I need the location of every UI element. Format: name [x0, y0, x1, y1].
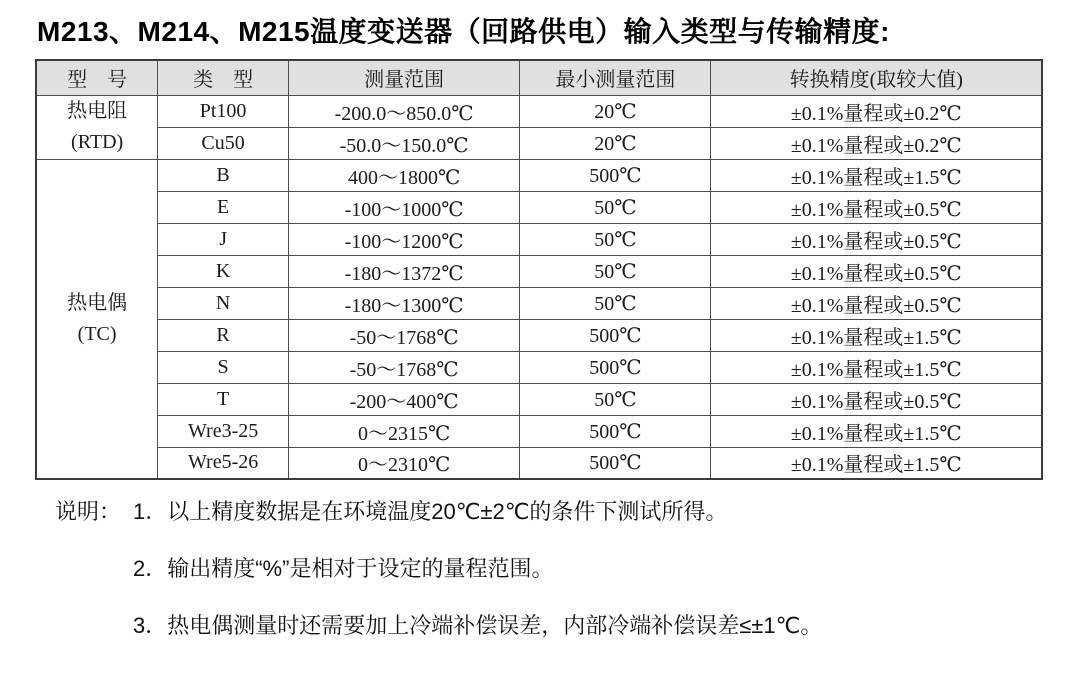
cell-min-range: 500℃ [520, 415, 711, 447]
cell-accuracy: ±0.1%量程或±0.2℃ [711, 95, 1042, 127]
cell-min-range: 50℃ [520, 383, 711, 415]
cell-min-range: 500℃ [520, 159, 711, 191]
cell-range: -50.0～150.0℃ [288, 127, 519, 159]
cell-accuracy: ±0.1%量程或±0.5℃ [711, 223, 1042, 255]
header-type: 类 型 [158, 60, 289, 95]
cell-min-range: 20℃ [520, 95, 711, 127]
cell-accuracy: ±0.1%量程或±1.5℃ [711, 319, 1042, 351]
cell-min-range: 500℃ [520, 319, 711, 351]
cell-min-range: 50℃ [520, 255, 711, 287]
cell-min-range: 50℃ [520, 191, 711, 223]
cell-type: Pt100 [158, 95, 289, 127]
header-min-range: 最小测量范围 [520, 60, 711, 95]
cell-type: B [158, 159, 289, 191]
note-line-1 [55, 495, 1045, 526]
cell-range: -200～400℃ [288, 383, 519, 415]
cell-accuracy: ±0.1%量程或±1.5℃ [711, 415, 1042, 447]
table-row [36, 127, 1042, 159]
cell-model-group-rtd [36, 95, 158, 159]
cell-accuracy: ±0.1%量程或±1.5℃ [711, 351, 1042, 383]
page-title: M213、M214、M215温度变送器（回路供电）输入类型与传输精度: [37, 16, 890, 47]
table-row [36, 447, 1042, 479]
cell-min-range: 20℃ [520, 127, 711, 159]
cell-type: Wre3-25 [158, 415, 289, 447]
cell-accuracy: ±0.1%量程或±0.5℃ [711, 383, 1042, 415]
cell-range: -180～1300℃ [288, 287, 519, 319]
cell-range: -100～1000℃ [288, 191, 519, 223]
cell-range: -100～1200℃ [288, 223, 519, 255]
table-row [36, 383, 1042, 415]
cell-accuracy: ±0.1%量程或±0.5℃ [711, 191, 1042, 223]
cell-accuracy: ±0.1%量程或±0.5℃ [711, 255, 1042, 287]
cell-range: 0～2315℃ [288, 415, 519, 447]
cell-min-range: 50℃ [520, 287, 711, 319]
group-label-line1: 热电阻 [67, 100, 128, 122]
table-row [36, 159, 1042, 191]
cell-min-range: 500℃ [520, 351, 711, 383]
table-row [36, 319, 1042, 351]
table-row [36, 415, 1042, 447]
table-row [36, 351, 1042, 383]
cell-type: J [158, 223, 289, 255]
cell-type: Wre5-26 [158, 447, 289, 479]
group-label-line2: (TC) [77, 322, 117, 345]
group-label-line2: (RTD) [71, 131, 124, 153]
cell-range: 0～2310℃ [288, 447, 519, 479]
note-item-1: 1．以上精度数据是在环境温度20℃±2℃的条件下测试所得。 [133, 499, 728, 524]
cell-type: T [158, 383, 289, 415]
cell-range: -50～1768℃ [288, 319, 519, 351]
cell-type: E [158, 191, 289, 223]
cell-accuracy: ±0.1%量程或±1.5℃ [711, 159, 1042, 191]
header-model: 型 号 [36, 60, 158, 95]
note-item-3: 3．热电偶测量时还需要加上冷端补偿误差，内部冷端补偿误差≤±1℃。 [133, 613, 823, 638]
table-header-row [36, 60, 1042, 95]
group-label-line1: 热电偶 [67, 291, 128, 314]
cell-type: R [158, 319, 289, 351]
note-line-3 [133, 609, 1045, 640]
notes-label: 说明： [55, 499, 122, 524]
cell-type: S [158, 351, 289, 383]
cell-accuracy: ±0.1%量程或±1.5℃ [711, 447, 1042, 479]
cell-type: N [158, 287, 289, 319]
table-row [36, 287, 1042, 319]
cell-range: 400～1800℃ [288, 159, 519, 191]
cell-min-range: 500℃ [520, 447, 711, 479]
cell-type: Cu50 [158, 127, 289, 159]
cell-accuracy: ±0.1%量程或±0.2℃ [711, 127, 1042, 159]
table-row [36, 223, 1042, 255]
table-row [36, 255, 1042, 287]
table-row [36, 95, 1042, 127]
table-row [36, 191, 1042, 223]
note-line-2 [133, 552, 1045, 583]
cell-accuracy: ±0.1%量程或±0.5℃ [711, 287, 1042, 319]
header-range: 测量范围 [288, 60, 519, 95]
cell-range: -200.0～850.0℃ [288, 95, 519, 127]
spec-table [35, 59, 1043, 480]
cell-range: -180～1372℃ [288, 255, 519, 287]
notes [55, 495, 1045, 640]
cell-min-range: 50℃ [520, 223, 711, 255]
note-item-2: 2．输出精度“%”是相对于设定的量程范围。 [133, 556, 554, 581]
header-accuracy: 转换精度(取较大值) [711, 60, 1042, 95]
cell-type: K [158, 255, 289, 287]
cell-model-group-tc [36, 159, 158, 479]
cell-range: -50～1768℃ [288, 351, 519, 383]
